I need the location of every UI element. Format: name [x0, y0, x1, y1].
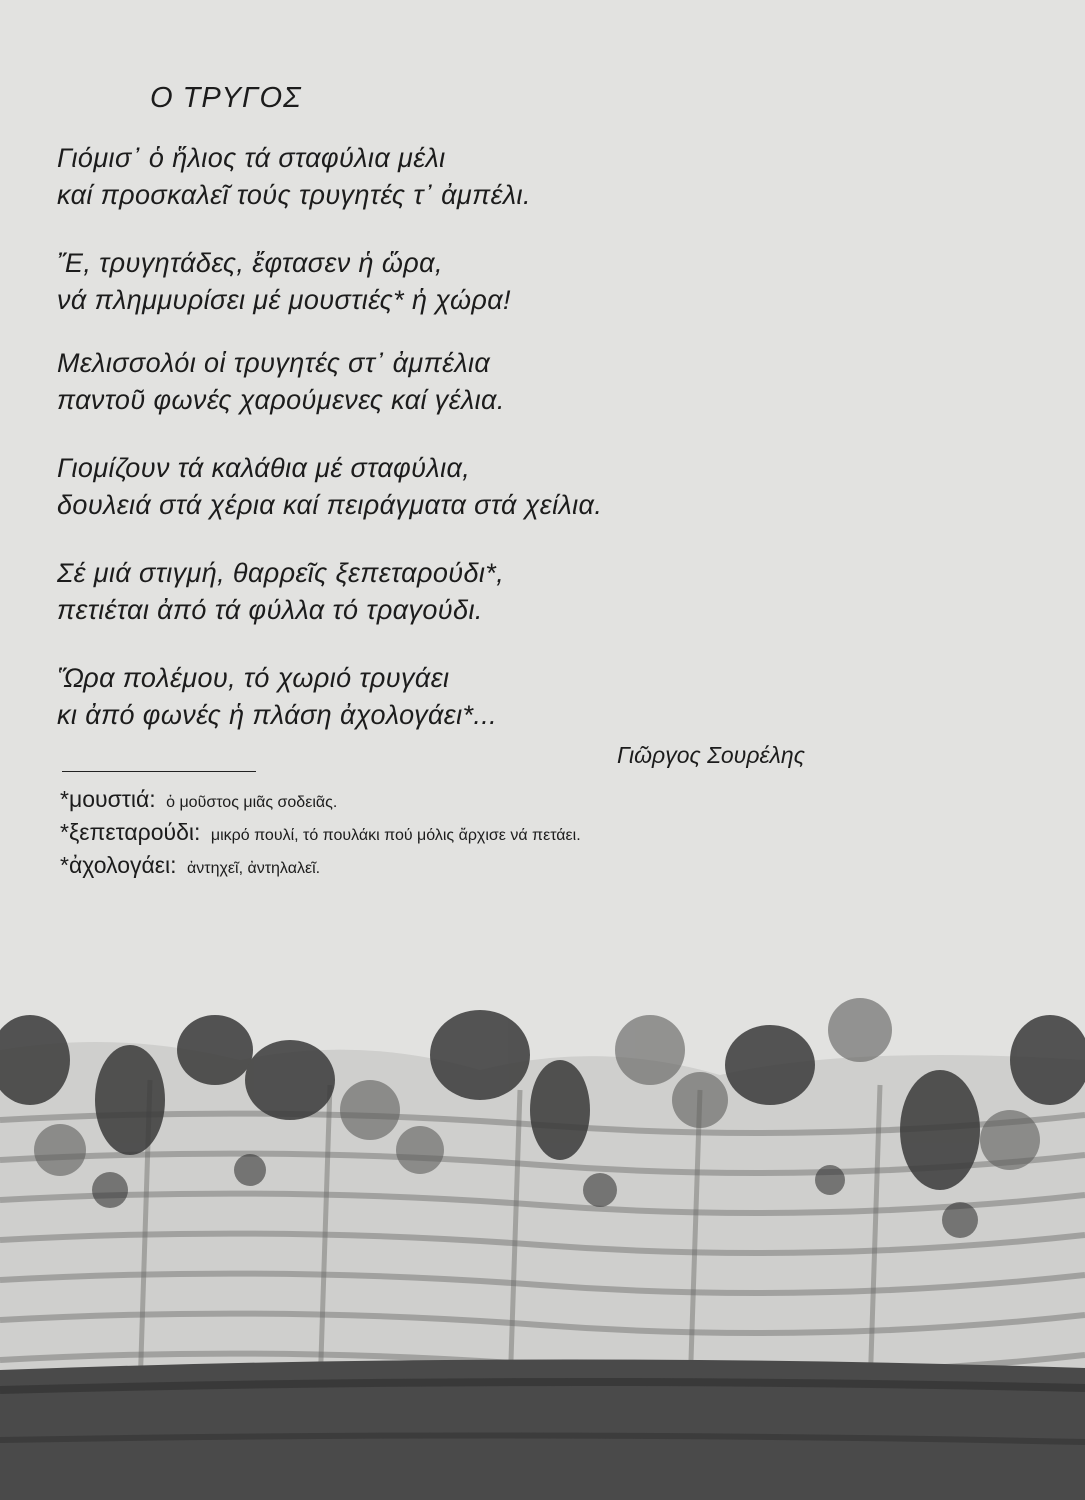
- poem-line: πετιέται ἀπό τά φύλλα τό τραγούδι.: [57, 595, 483, 625]
- footnote-item: [60, 786, 581, 819]
- poem-author: Γιῶργος Σουρέλης: [617, 742, 805, 768]
- poem-line: Μελισσολόι οἱ τρυγητές στ᾽ ἀμπέλια: [57, 348, 491, 378]
- poem-line: δουλειά στά χέρια καί πειράγματα στά χείλια.: [57, 490, 603, 520]
- poem-line: Ἔ, τρυγητάδες, ἔφτασεν ἡ ὥρα,: [57, 248, 443, 278]
- footnote-item: [60, 852, 581, 885]
- poem-line: Σέ μιά στιγμή, θαρρεῖς ξεπεταρούδι*,: [57, 558, 505, 588]
- grape-harvest-illustration: [0, 990, 1085, 1500]
- ground: [0, 1359, 1085, 1500]
- footnote-term: *ξεπεταρούδι:: [60, 819, 201, 845]
- poem-line: Γιομίζουν τά καλάθια μέ σταφύλια,: [57, 453, 471, 483]
- poem-line: καί προσκαλεῖ τούς τρυγητές τ᾽ ἀμπέλι.: [57, 180, 531, 210]
- stanza-4: [57, 450, 602, 524]
- poem-line: κι ἀπό φωνές ἡ πλάση ἀχολογάει*...: [57, 700, 498, 730]
- stanza-1: [57, 140, 531, 214]
- stanza-5: [57, 555, 504, 629]
- poem-title: Ο ΤΡΥΓΟΣ: [150, 82, 302, 114]
- poem-line: παντοῦ φωνές χαρούμενες καί γέλια.: [57, 385, 505, 415]
- footnote-item: [60, 819, 581, 852]
- poem-line: Γιόμισ᾽ ὁ ἥλιος τά σταφύλια μέλι: [57, 143, 446, 173]
- footnote-divider: [62, 771, 256, 772]
- footnotes: [60, 786, 581, 885]
- poem-line: Ὥρα πολέμου, τό χωριό τρυγάει: [57, 663, 450, 693]
- footnote-definition: μικρό πουλί, τό πουλάκι πού μόλις ἄρχισε νά πετάει.: [210, 827, 581, 844]
- footnote-definition: ὁ μοῦστος μιᾶς σοδειᾶς.: [166, 794, 338, 811]
- stanza-2: [57, 245, 511, 319]
- footnote-term: *ἀχολογάει:: [60, 852, 177, 878]
- stanza-6: [57, 660, 497, 734]
- footnote-term: *μουστιά:: [60, 786, 156, 812]
- stanza-3: [57, 345, 505, 419]
- footnote-definition: ἀντηχεῖ, ἀντηλαλεῖ.: [187, 860, 321, 877]
- poem-line: νά πλημμυρίσει μέ μουστιές* ἡ χώρα!: [57, 285, 511, 315]
